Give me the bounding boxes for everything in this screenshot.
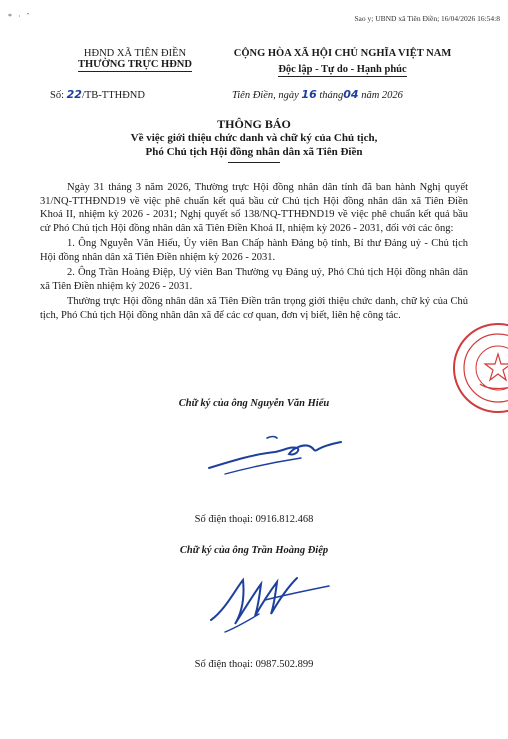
doc-number-prefix: Số: (50, 90, 65, 101)
copy-notice: Sao y; UBND xã Tiên Điền; 16/04/2026 16:54:8 (354, 14, 500, 23)
place-and-date (232, 88, 403, 101)
signature-1-image (205, 430, 345, 478)
body-paragraph: 2. Ông Trần Hoàng Điệp, Uỷ viên Ban Thường vụ Đảng uỷ, Phó Chủ tịch Hội đồng nhân dân xã Tiên Điền nhiệm kỳ 2026 - 2031. (40, 267, 468, 292)
signature-2-image (205, 570, 335, 638)
document-number (50, 88, 145, 101)
doc-number-handwritten: 22 (66, 88, 82, 101)
subtitle-line-1: Về việc giới thiệu chức danh và chữ ký của Chủ tịch, (130, 132, 378, 144)
year-label: năm 2026 (361, 90, 403, 101)
org-line-2 (40, 59, 230, 70)
subtitle-line-2: Phó Chủ tịch Hội đồng nhân dân xã Tiên Điền (145, 146, 363, 158)
phone-number-1: Số điện thoại: 0916.812.468 (194, 514, 314, 525)
phone-number-2: Số điện thoại: 0987.502.899 (194, 659, 314, 670)
day-handwritten: 16 (301, 88, 317, 101)
subtitle-divider (228, 162, 280, 163)
month-handwritten: 04 (343, 88, 359, 101)
body-paragraph: 1. Ông Nguyễn Văn Hiếu, Ủy viên Ban Chấp hành Đảng bộ tỉnh, Bí thư Đảng uỷ - Chủ tịch Hội đồng nhân dân xã Tiên Điền nhiệm kỳ 2026 - 2031. (40, 238, 468, 263)
body-paragraph: Thường trực Hội đồng nhân dân xã Tiên Điền trân trọng giới thiệu chức danh, chữ ký của Chủ tịch, Phó Chủ tịch Hội đồng nhân dân xã để các cơ quan, đơn vị biết, liên hệ công tác. (40, 296, 468, 321)
body-paragraph: Ngày 31 tháng 3 năm 2026, Thường trực Hội đồng nhân dân tỉnh đã ban hành Nghị quyết 31/NQ-TTHĐND19 về việc phê chuẩn kết quả bầu cử Chủ tịch Hội đồng nhân dân xã Tiên Điền Khoá II, nhiệm kỳ 2026 - 2031; Nghị quyết số 138/NQ-TTHĐND19 về việc phê chuẩn kết quả bầu cử Phó Chủ tịch Hội đồng nhân dân xã Tiên Điền Khoá II, nhiệm kỳ 2026 - 2031, đối với các ông: (40, 182, 468, 234)
org-line-1: HĐND XÃ TIÊN ĐIỀN (83, 48, 187, 59)
national-header (215, 48, 470, 77)
doc-number-suffix: /TB-TTHĐND (81, 90, 145, 101)
official-seal (452, 322, 508, 414)
nation-name: CỘNG HÒA XÃ HỘI CHỦ NGHĨA VIỆT NAM (233, 48, 452, 59)
org-line-2-text: THƯỜNG TRỰC HĐND (78, 59, 192, 70)
signature-caption-2: Chữ ký của ông Trần Hoàng Điệp (179, 545, 329, 556)
document-title: THÔNG BÁO (217, 117, 291, 131)
document-subtitle (40, 131, 468, 159)
document-body (40, 181, 468, 324)
issuing-organization (40, 48, 230, 70)
month-label: tháng (319, 90, 344, 101)
signature-caption-1: Chữ ký của ông Nguyễn Văn Hiếu (178, 398, 330, 409)
place-label: Tiên Điền, ngày (232, 90, 299, 101)
scan-corner-mark: * · ˆ (8, 12, 32, 21)
national-motto: Độc lập - Tự do - Hạnh phúc (278, 64, 407, 75)
